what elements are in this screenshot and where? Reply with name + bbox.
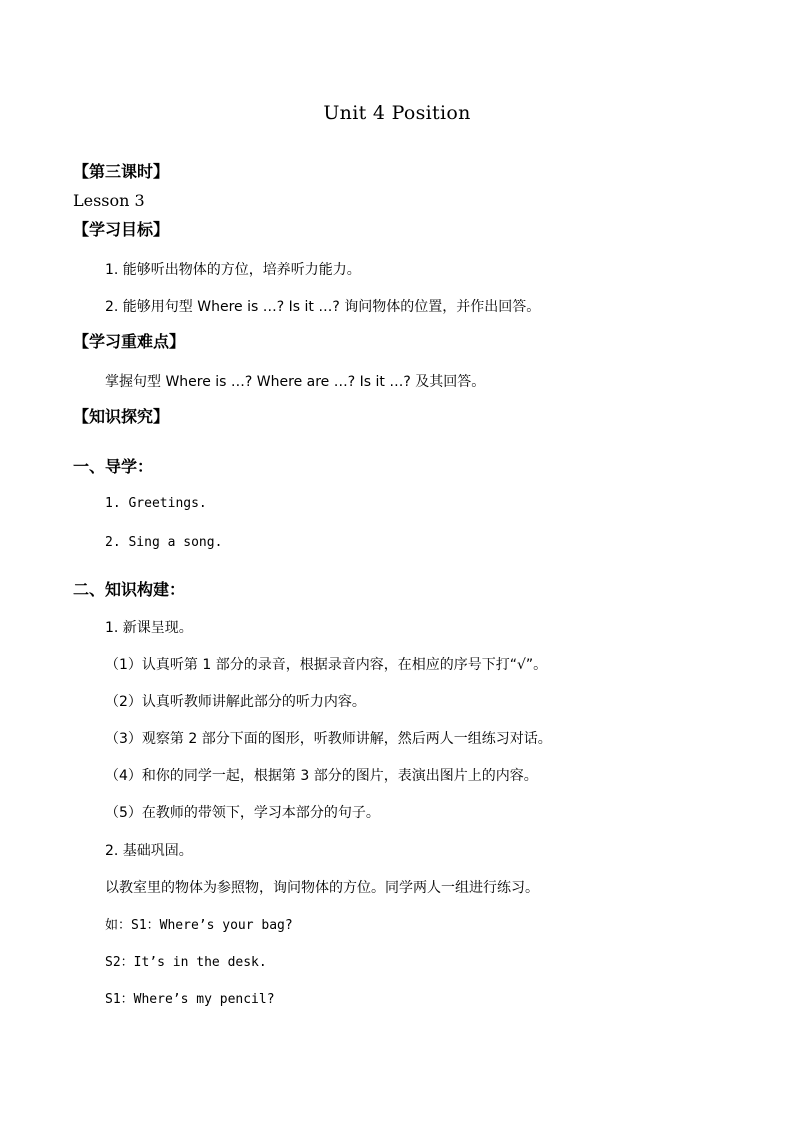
document-title: Unit 4 Position	[323, 102, 471, 124]
section1-heading: 一、导学：	[73, 457, 154, 476]
objective-item-1: 1. 能够听出物体的方位，培养听力能力。	[105, 262, 361, 278]
step-item-4: （4）和你的同学一起，根据第 3 部分的图片，表演出图片上的内容。	[105, 768, 538, 784]
key-points-heading: 【学习重难点】	[73, 332, 186, 351]
step-item-1: （1）认真听第 1 部分的录音，根据录音内容，在相应的序号下打“√”。	[105, 657, 548, 673]
section1-item-1: 1. Greetings.	[105, 496, 207, 511]
section2-sub1: 1. 新课呈现。	[105, 620, 193, 636]
section1-item-2: 2. Sing a song.	[105, 535, 223, 550]
practice-intro: 以教室里的物体为参照物，询问物体的方位。同学两人一组进行练习。	[105, 880, 539, 896]
step-item-3: （3）观察第 2 部分下面的图形，听教师讲解，然后两人一组练习对话。	[105, 731, 552, 747]
objectives-heading: 【学习目标】	[73, 220, 170, 239]
period-heading: 【第三课时】	[73, 162, 170, 181]
section2-heading: 二、知识构建：	[73, 580, 186, 599]
step-item-5: （5）在教师的带领下，学习本部分的句子。	[105, 805, 380, 821]
objective-item-2: 2. 能够用句型 Where is …? Is it …? 询问物体的位置，并作出回答。	[105, 299, 541, 315]
dialogue-line-3: S1：Where’s my pencil?	[105, 992, 275, 1007]
lesson-label: Lesson 3	[73, 191, 145, 210]
key-points-text: 掌握句型 Where is …? Where are …? Is it …? 及其回答。	[105, 374, 486, 390]
dialogue-line-1: 如：S1：Where’s your bag?	[105, 918, 293, 933]
section2-sub2: 2. 基础巩固。	[105, 843, 193, 859]
explore-heading: 【知识探究】	[73, 407, 170, 426]
dialogue-line-2: S2：It’s in the desk.	[105, 955, 267, 970]
step-item-2: （2）认真听教师讲解此部分的听力内容。	[105, 694, 366, 710]
